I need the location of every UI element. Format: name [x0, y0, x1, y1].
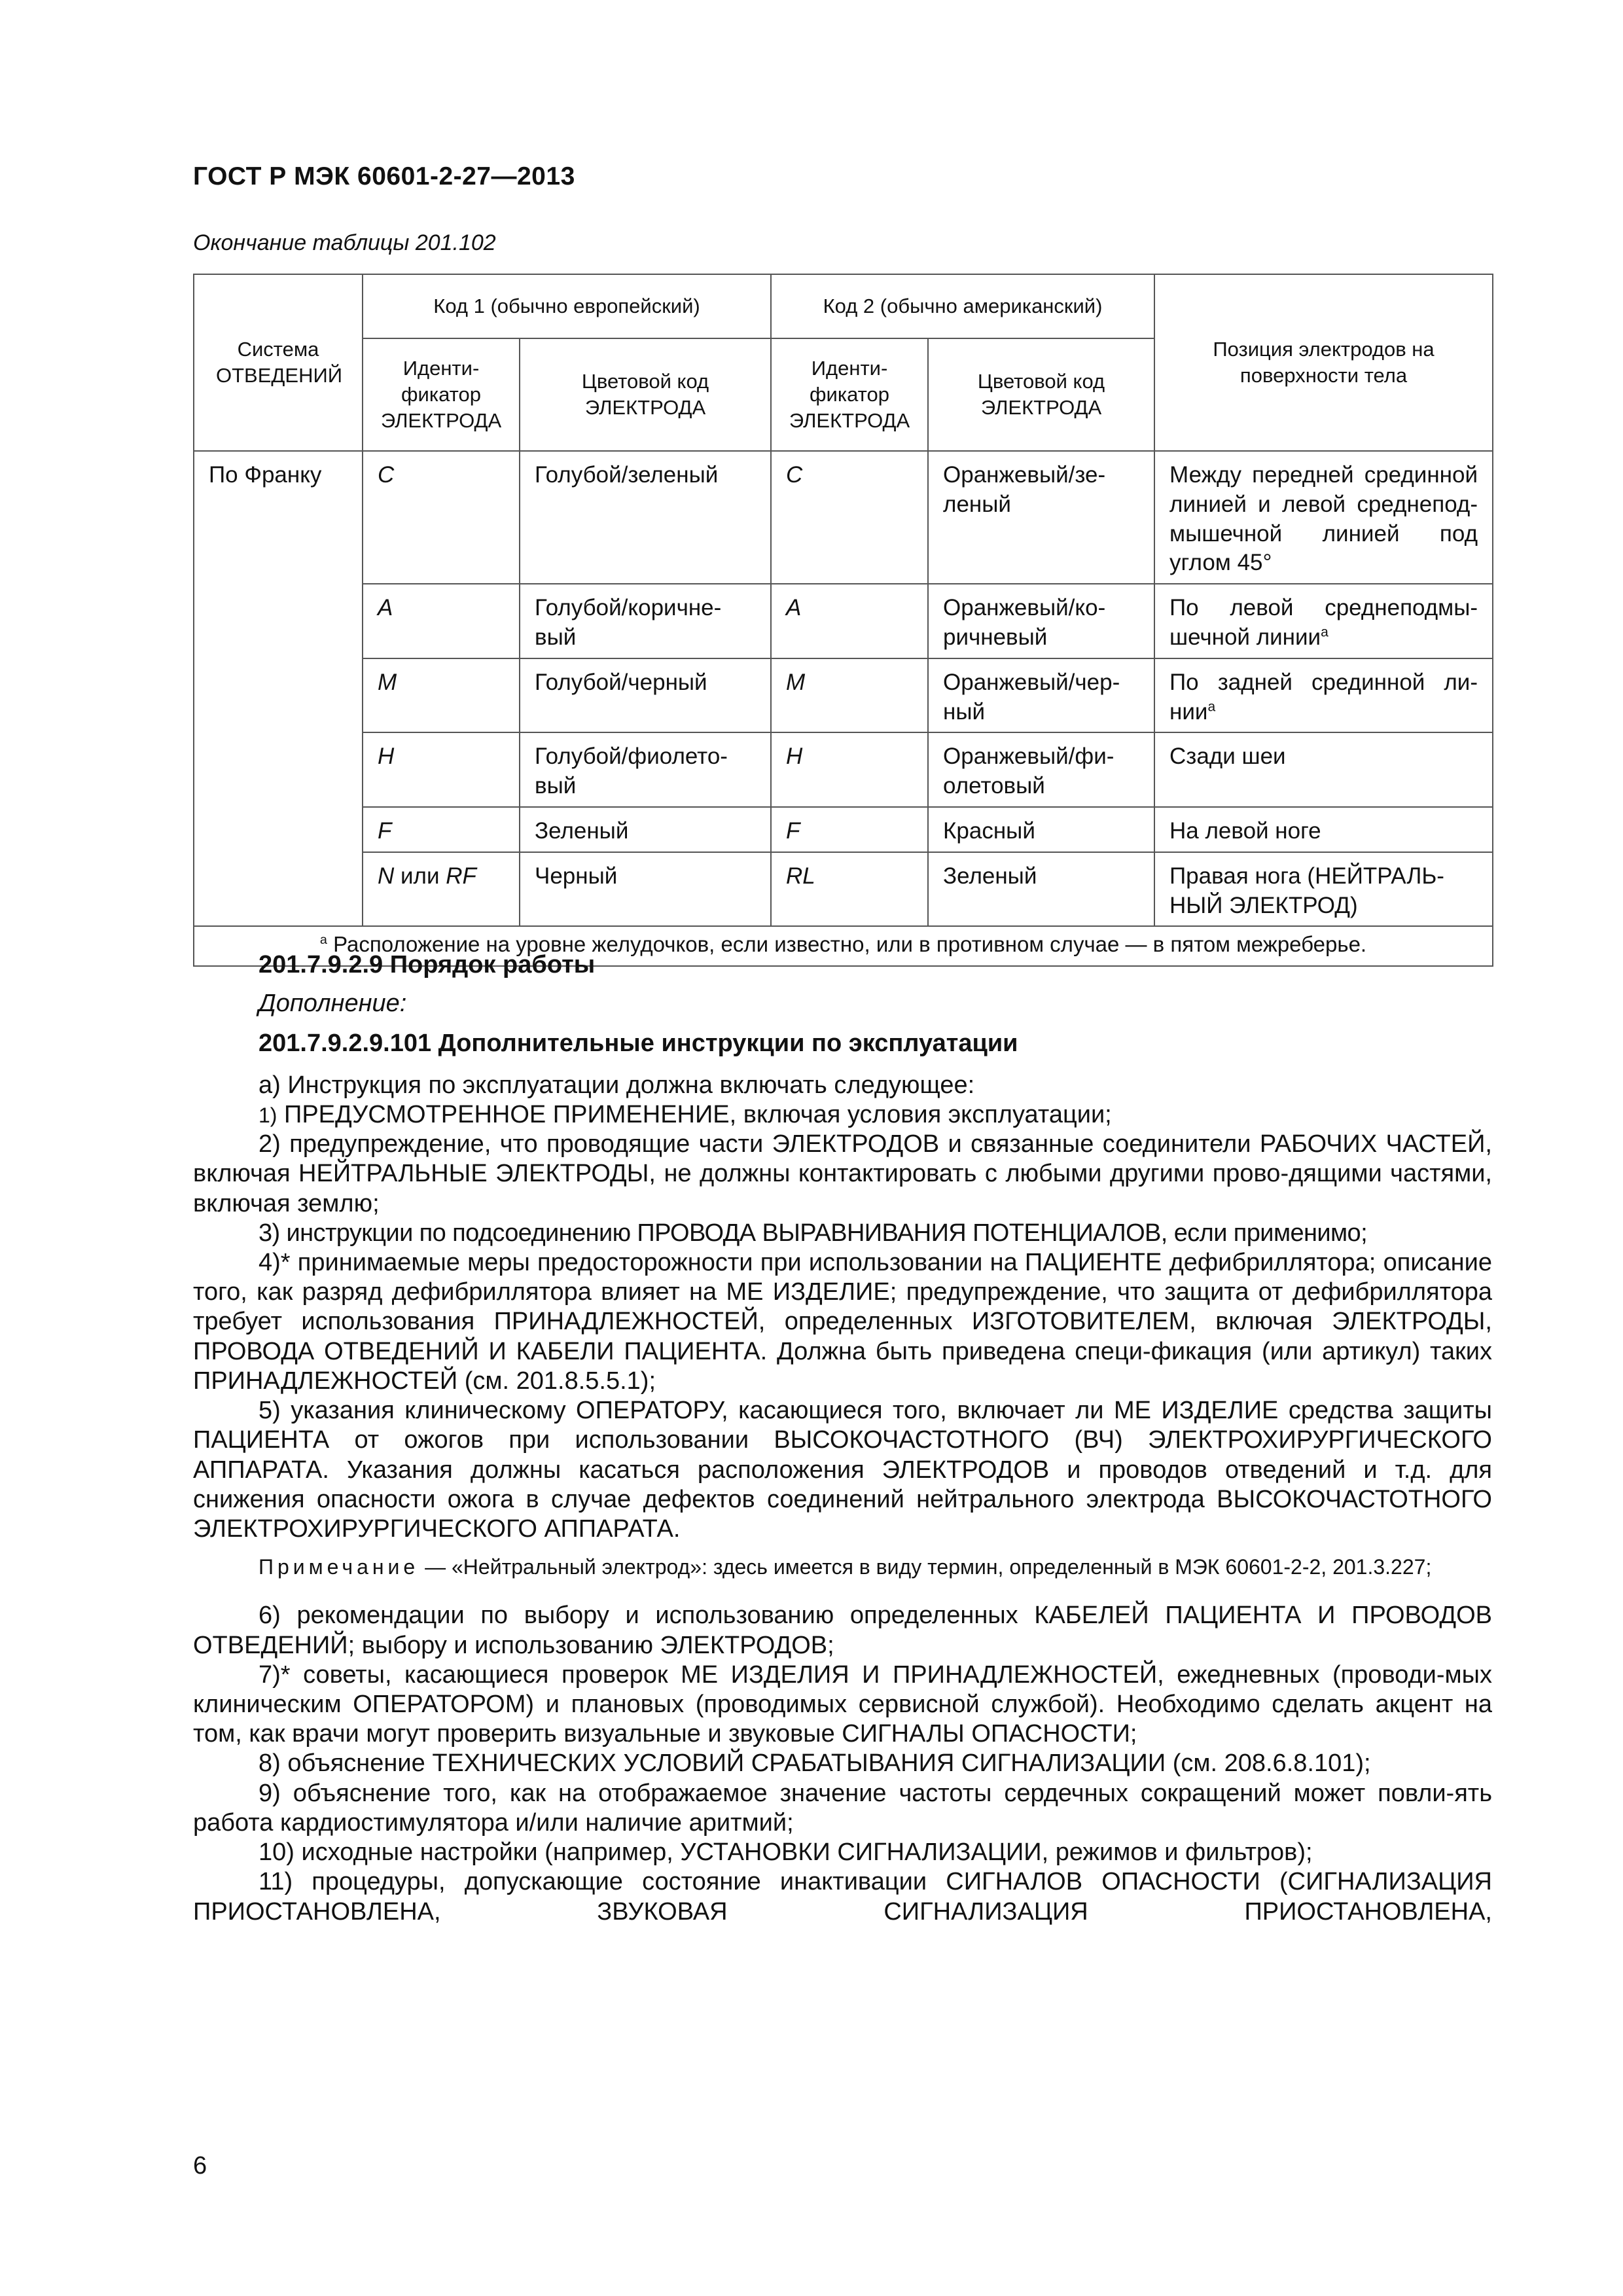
paragraph-7: 7)* советы, касающиеся проверок МЕ ИЗДЕЛИЯ И ПРИНАДЛЕЖНОСТЕЙ, ежедневных (проводи-мых клиническим ОПЕРАТОРОМ) и плановых (проводимых сервисной службой). Необходимо сделать акцент на том, как врачи могут проверить визуальные и звуковые СИГНАЛЫ ОПАСНОСТИ; — [193, 1660, 1492, 1748]
color1-cell: Голубой/коричне- вый — [520, 584, 771, 658]
header-ident2: Иденти- фикатор ЭЛЕКТРОДА — [771, 338, 928, 451]
position-cell: По левой среднеподмы-шечной линии$^а$ — [1154, 584, 1493, 658]
color2-cell: Оранжевый/зе- леный — [928, 451, 1154, 584]
color2-cell: Красный — [928, 807, 1154, 852]
paragraph-2: 2) предупреждение, что проводящие части ЭЛЕКТРОДОВ и связанные соединители РАБОЧИХ ЧАСТЕЙ, включая НЕЙТРАЛЬНЫЕ ЭЛЕКТРОДЫ, не должны контактировать с любыми другими прово-дящими частями, включая землю; — [193, 1130, 1492, 1217]
paragraph-5: 5) указания клиническому ОПЕРАТОРУ, касающиеся того, включает ли МЕ ИЗДЕЛИЕ средства защиты ПАЦИЕНТА от ожогов при использовании ВЫСОКОЧАСТОТНОГО (ВЧ) ЭЛЕКТРОХИРУРГИЧЕСКОГО АППАРАТА. Указания должны касаться расположения ЭЛЕКТРОДОВ и проводов отведений и т.д. для снижения опасности ожога в случае дефектов соединений нейтрального электрода ВЫСОКОЧАСТОТНОГО ЭЛЕКТРОХИРУРГИЧЕСКОГО АППАРАТА. — [193, 1397, 1492, 1543]
section-heading: 201.7.9.2.9 Порядок работы — [259, 951, 596, 978]
ident2-cell: A — [771, 584, 928, 658]
header-system: Система ОТВЕДЕНИЙ — [194, 274, 363, 451]
ident2-cell: C — [771, 451, 928, 584]
electrode-table — [193, 274, 1493, 967]
position-cell: На левой ноге — [1154, 807, 1493, 852]
table-row — [194, 732, 1493, 807]
subsection-heading: 201.7.9.2.9.101 Дополнительные инструкции по эксплуатации — [259, 1030, 1018, 1058]
paragraph-a: а) Инструкция по эксплуатации должна включать следующее: — [259, 1071, 975, 1099]
position-cell: По задней срединной ли-нии$^а$ — [1154, 658, 1493, 733]
paragraph-4: 4)* принимаемые меры предосторожности при использовании на ПАЦИЕНТЕ дефибриллятора; описание того, как разряд дефибриллятора влияет на МЕ ИЗДЕЛИЕ; предупреждение, что защита от дефибриллятора требует использования ПРИНАДЛЕЖНОСТЕЙ, определенных ИЗГОТОВИТЕЛЕМ, включая ЭЛЕКТРОДЫ, ПРОВОДА ОТВЕДЕНИЙ И КАБЕЛИ ПАЦИЕНТА. Должна быть приведена специ-фикация (или артикул) таких ПРИНАДЛЕЖНОСТЕЙ (см. 201.8.5.5.1); — [193, 1248, 1492, 1395]
supplement-label: Дополнение: — [259, 990, 407, 1018]
paragraph-1: 1) ПРЕДУСМОТРЕННОЕ ПРИМЕНЕНИЕ, включая условия эксплуатации; — [259, 1100, 1112, 1128]
color1-cell: Голубой/черный — [520, 658, 771, 733]
paragraph-8: 8) объяснение ТЕХНИЧЕСКИХ УСЛОВИЙ СРАБАТЫВАНИЯ СИГНАЛИЗАЦИИ (см. 208.6.8.101); — [259, 1749, 1371, 1778]
footnote-ref: а — [1207, 698, 1216, 714]
note: Примечание — «Нейтральный электрод»: здесь имеется в виду термин, определенный в МЭК 60601-2-2, 201.3.227; — [259, 1555, 1432, 1579]
table-row — [194, 658, 1493, 733]
color2-cell: Зеленый — [928, 852, 1154, 927]
color2-cell: Оранжевый/фи- олетовый — [928, 732, 1154, 807]
header-color2: Цветовой код ЭЛЕКТРОДА — [928, 338, 1154, 451]
header-position: Позиция электродов на поверхности тела — [1154, 274, 1493, 451]
paragraph-6: 6) рекомендации по выбору и использованию определенных КАБЕЛЕЙ ПАЦИЕНТА И ПРОВОДОВ ОТВЕДЕНИЙ; выбору и использованию ЭЛЕКТРОДОВ; — [193, 1602, 1492, 1659]
header-code2: Код 2 (обычно американский) — [771, 274, 1154, 338]
ident2-cell: F — [771, 807, 928, 852]
color2-cell: Оранжевый/ко- ричневый — [928, 584, 1154, 658]
color1-cell: Голубой/зеленый — [520, 451, 771, 584]
document-header: ГОСТ Р МЭК 60601-2-27—2013 — [193, 162, 575, 190]
header-code1: Код 1 (обычно европейский) — [363, 274, 771, 338]
ident2-cell: M — [771, 658, 928, 733]
header-color1: Цветовой код ЭЛЕКТРОДА — [520, 338, 771, 451]
color2-cell: Оранжевый/чер- ный — [928, 658, 1154, 733]
table-row — [194, 807, 1493, 852]
ident1-cell: M — [363, 658, 520, 733]
ident1-cell: H — [363, 732, 520, 807]
position-cell: Сзади шеи — [1154, 732, 1493, 807]
page-number: 6 — [193, 2152, 207, 2179]
ident1-cell: N или RF — [363, 852, 520, 927]
color1-cell: Зеленый — [520, 807, 771, 852]
ident2-cell: H — [771, 732, 928, 807]
header-ident1: Иденти- фикатор ЭЛЕКТРОДА — [363, 338, 520, 451]
table-footnote: $^а$ Расположение на уровне желудочков, если известно, или в противном случае — в пятом межреберье. — [194, 926, 1493, 965]
paragraph-10: 10) исходные настройки (например, УСТАНОВКИ СИГНАЛИЗАЦИИ, режимов и фильтров); — [259, 1839, 1313, 1867]
ident2-cell: RL — [771, 852, 928, 927]
color1-cell: Голубой/фиолето- вый — [520, 732, 771, 807]
table-row — [194, 451, 1493, 584]
paragraph-3: 3) инструкции по подсоединению ПРОВОДА ВЫРАВНИВАНИЯ ПОТЕНЦИАЛОВ, если применимо; — [259, 1219, 1368, 1247]
paragraph-11: 11) процедуры, допускающие состояние инактивации СИГНАЛОВ ОПАСНОСТИ (СИГНАЛИЗАЦИЯ ПРИОСТАНОВЛЕНА, ЗВУКОВАЯ СИГНАЛИЗАЦИЯ ПРИОСТАНОВЛЕНА, — [193, 1868, 1492, 1926]
paragraph-9: 9) объяснение того, как на отображаемое значение частоты сердечных сокращений может повли-ять работа кардиостимулятора и/или наличие аритмий; — [193, 1779, 1492, 1837]
body-text — [193, 948, 1492, 1927]
system-cell: По Франку — [194, 451, 363, 926]
ident1-cell: A — [363, 584, 520, 658]
ident1-cell: C — [363, 451, 520, 584]
footnote-ref: а — [1321, 624, 1329, 640]
table-row — [194, 852, 1493, 927]
color1-cell: Черный — [520, 852, 771, 927]
position-cell: Между передней срединной линией и левой среднепод-мышечной линией под углом 45° — [1154, 451, 1493, 584]
ident1-cell: F — [363, 807, 520, 852]
position-cell: Правая нога (НЕЙТРАЛЬ-НЫЙ ЭЛЕКТРОД) — [1154, 852, 1493, 927]
table-caption: Окончание таблицы 201.102 — [193, 230, 496, 255]
table-row — [194, 584, 1493, 658]
